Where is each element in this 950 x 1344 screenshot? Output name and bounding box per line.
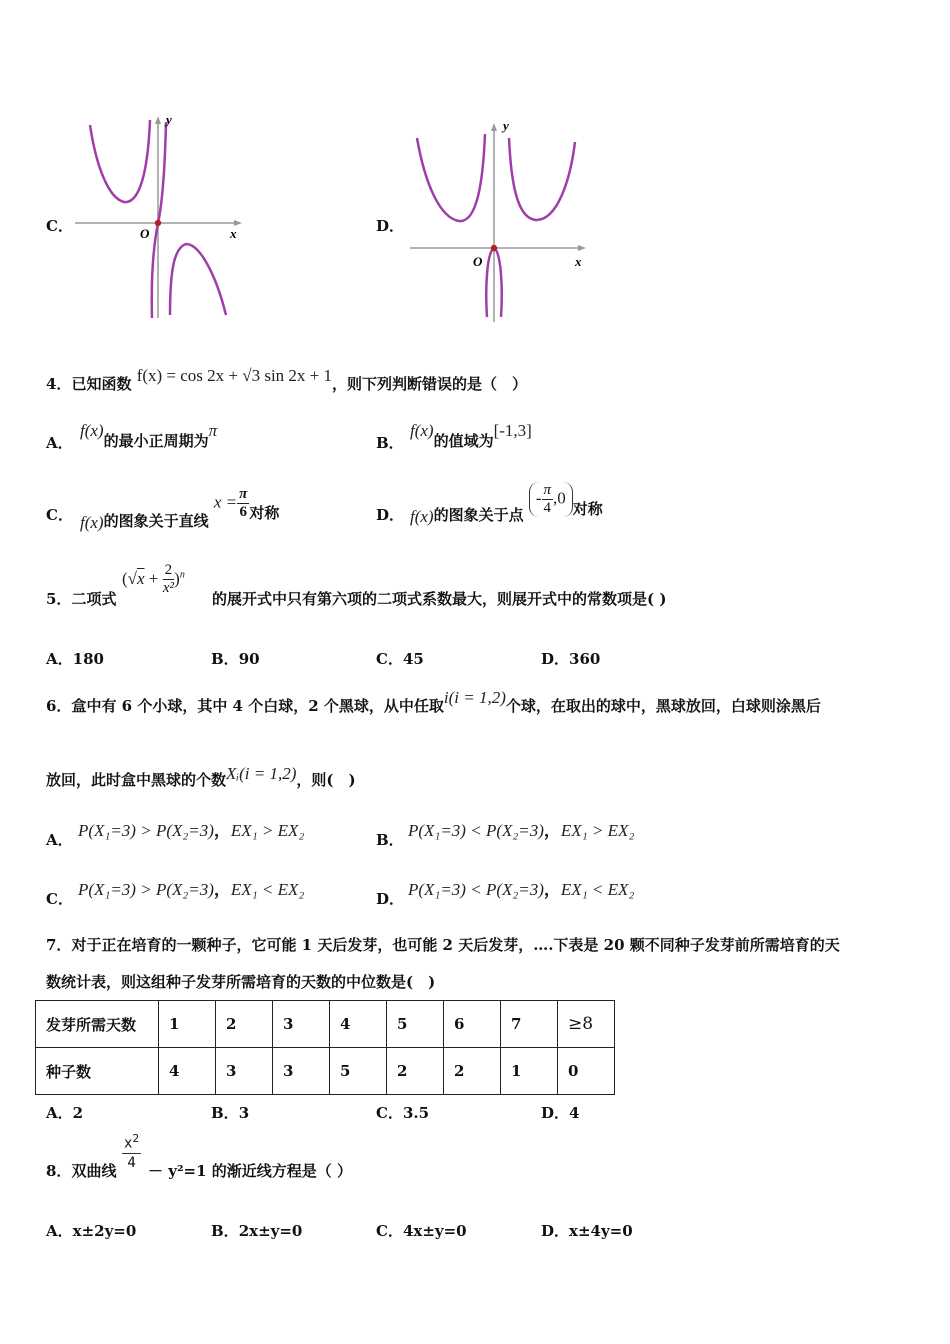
figure-d-origin-label: O <box>473 254 483 269</box>
q4-b-fx: f(x) <box>410 421 434 440</box>
table-header-seeds: 种子数 <box>36 1048 159 1095</box>
table-cell: 1 <box>501 1048 558 1095</box>
figure-d-y-label: y <box>503 118 509 133</box>
q6-line1: 6．盒中有 6 个小球，其中 4 个白球，2 个黑球，从中任取i(i = 1,2)个球，在取出的球中，黑球放回，白球则涂黑后 <box>46 688 821 715</box>
table-cell: 2 <box>216 1001 273 1048</box>
q5-number-stem: 5．二项式 <box>46 590 117 608</box>
table-cell: 2 <box>444 1048 501 1095</box>
table-cell: 2 <box>387 1048 444 1095</box>
q4-a-fx: f(x) <box>80 421 104 440</box>
q6-option-a: P(X₁=3) > P(X₂=3)，EX₁ > EX₂ <box>78 821 305 840</box>
table-row <box>36 1048 615 1095</box>
q7-line2: 数统计表，则这组种子发芽所需培育的天数的中位数是( ) <box>46 973 436 991</box>
q8-fraction: $x^2$ 4 <box>124 1132 140 1171</box>
q4-stem-pre: 已知函数 <box>71 375 132 393</box>
q7-option-d: D．4 <box>541 1104 580 1122</box>
q4-option-c-label: C． <box>46 506 73 524</box>
q5-option-b: B．90 <box>211 650 260 668</box>
table-cell: 4 <box>330 1001 387 1048</box>
q7-option-c: C．3.5 <box>376 1104 430 1122</box>
q4-d-point: - $\frac{\pi}{4}$ ,0 <box>529 482 573 517</box>
table-cell: ≥8 <box>558 1001 615 1048</box>
figure-c-graph <box>70 110 250 325</box>
table-cell: 3 <box>216 1048 273 1095</box>
q4-b-value: [-1,3] <box>493 421 532 440</box>
table-cell: 1 <box>159 1001 216 1048</box>
q4-d-fx: f(x) <box>410 506 434 526</box>
q4-d-text: 的图象关于点 <box>433 505 524 524</box>
q8-option-c: C．4x±y=0 <box>376 1222 467 1240</box>
q4-c-tail: 对称 <box>249 503 280 522</box>
q8-option-b: B．2x±y=0 <box>211 1222 303 1240</box>
q6-line2: 放回，此时盒中黑球的个数Xᵢ(i = 1,2)，则( ) <box>46 764 356 789</box>
q5-stem-post: 的展开式中只有第六项的二项式系数最大，则展开式中的常数项是( ) <box>212 590 667 608</box>
q6-option-d-label: D． <box>376 890 405 908</box>
table-cell: 3 <box>273 1001 330 1048</box>
q8-option-d: D．x±4y=0 <box>541 1222 633 1240</box>
q6-option-b: P(X₁=3) < P(X₂=3)，EX₁ > EX₂ <box>408 821 635 840</box>
q8-stem-post: － y²=1 的渐近线方程是（ ） <box>148 1162 352 1180</box>
q5-option-d: D．360 <box>541 650 601 668</box>
q4-d-tail: 对称 <box>572 499 603 518</box>
q4-c-fx: f(x) <box>80 512 104 532</box>
q6-option-a-label: A． <box>46 831 73 849</box>
table-cell: 3 <box>273 1048 330 1095</box>
q7-line1: 7．对于正在培育的一颗种子，它可能 1 天后发芽，也可能 2 天后发芽，….下表是 20 颗不同种子发芽前所需培育的天 <box>46 936 840 954</box>
table-header-days: 发芽所需天数 <box>36 1001 159 1048</box>
q6-option-d: P(X₁=3) < P(X₂=3)，EX₁ < EX₂ <box>408 880 635 899</box>
q4-c-fraction: $\frac{\pi}{6}$ <box>239 486 248 520</box>
q7-option-b: B．3 <box>211 1104 250 1122</box>
q4-option-a <box>80 420 218 450</box>
table-cell: 0 <box>558 1048 615 1095</box>
q8-option-a: A．x±2y=0 <box>46 1222 137 1240</box>
figure-d-label: D． <box>376 217 405 235</box>
figure-c-origin-label: O <box>140 226 150 241</box>
q4-a-text: 的最小正周期为 <box>103 432 209 450</box>
q7-data-table <box>35 1000 615 1095</box>
q4-option-d-label: D． <box>376 506 405 524</box>
figure-c-label: C． <box>46 217 73 235</box>
q4-stem-post: ，则下列判断错误的是（ ） <box>332 375 528 393</box>
table-cell: 4 <box>159 1048 216 1095</box>
table-cell: 7 <box>501 1001 558 1048</box>
q4-option-b-label: B． <box>376 434 404 452</box>
q6-line2-math: Xᵢ(i = 1,2) <box>226 764 297 783</box>
q5-option-a: A．180 <box>46 650 104 668</box>
q4-option-a-label: A． <box>46 434 73 452</box>
q5-option-c: C．45 <box>376 650 424 668</box>
table-cell: 6 <box>444 1001 501 1048</box>
q8-number-stem: 8．双曲线 <box>46 1162 117 1180</box>
q4-option-c <box>80 486 280 532</box>
q7-option-a: A．2 <box>46 1104 84 1122</box>
q6-option-c: P(X₁=3) > P(X₂=3)，EX₁ < EX₂ <box>78 880 305 899</box>
table-row <box>36 1001 615 1048</box>
q6-option-c-label: C． <box>46 890 73 908</box>
q6-line1-math: i(i = 1,2) <box>443 688 506 707</box>
q4-formula: f(x) = cos 2x + √3 sin 2x + 1 <box>136 366 333 385</box>
table-cell: 5 <box>330 1048 387 1095</box>
q4-number: 4． <box>46 375 72 393</box>
q4-a-value: π <box>208 421 218 440</box>
q4-b-text: 的值域为 <box>433 432 494 450</box>
figure-d-x-label: x <box>575 254 582 269</box>
q4-c-text: 的图象关于直线 <box>103 511 209 530</box>
q4-c-eq: x = <box>213 492 238 512</box>
q4-option-d <box>410 482 603 526</box>
figure-d-graph <box>405 112 595 327</box>
q4-option-b <box>410 420 532 450</box>
figure-c-x-label: x <box>230 226 237 241</box>
q6-option-b-label: B． <box>376 831 404 849</box>
q4-stem <box>46 366 528 394</box>
table-cell: 5 <box>387 1001 444 1048</box>
figure-c-y-label: y <box>166 112 172 127</box>
q5-binomial: (√x + $\frac{2}{\text{x²}}$ )$^n$ <box>122 562 185 596</box>
